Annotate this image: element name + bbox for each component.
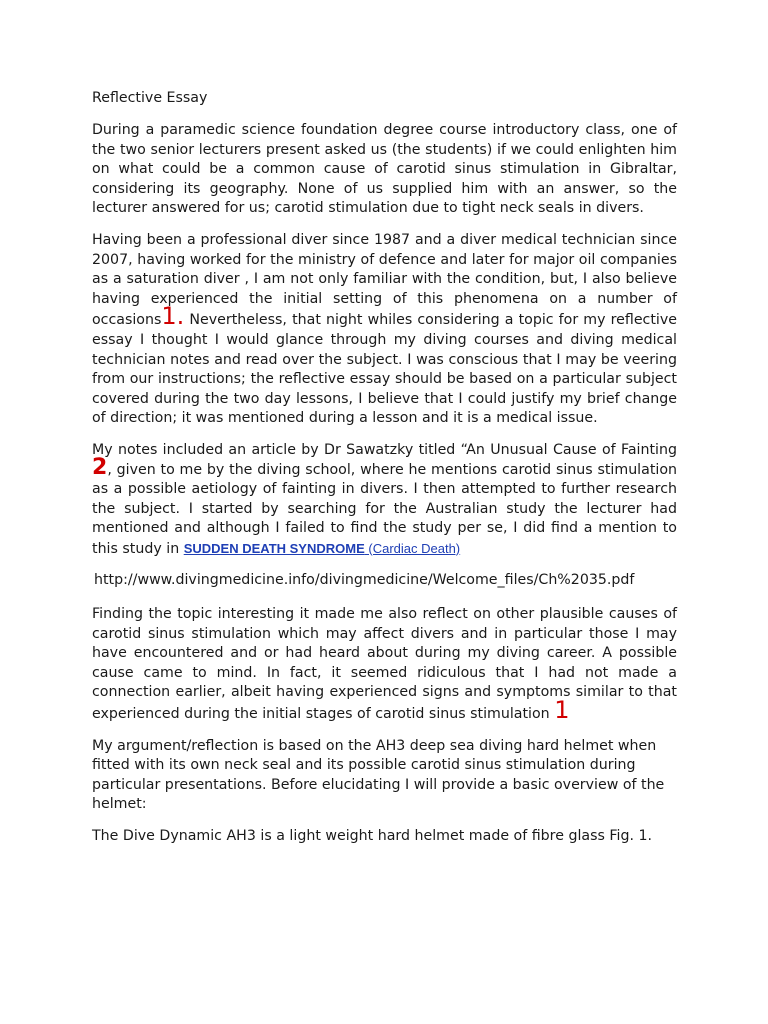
paragraph-4-text: Finding the topic interesting it made me also reflect on other plausible causes of carotid sinus stimulation which may affect divers and in particular those I may have encountered and or had heard about during my diving career. A possible cause came to mind. In fact, it seemed ridiculous that I had not made a connection earlier, albeit having experienced signs and symptoms similar to that experienced during the initial stages of carotid sinus stimulation [92,606,677,723]
reference-marker-2: 2 [92,454,108,480]
paragraph-5: My argument/reflection is based on the AH3 deep sea diving hard helmet when fitted with its own neck seal and its possible carotid sinus stimulation during particular presentations. Before elucidating I will provide a basic overview of the helmet: [92,737,665,813]
paragraph-3-text-b: , given to me by the diving school, where he mentions carotid sinus stimulation as a possible aetiology of fainting in divers. I then attempted to further research the subject. I started by searching for the Australian study the lecturer had mentioned and although I failed to find the study per se, I did find a mention to this study in [92,461,677,557]
paragraph-2-text-b: Nevertheless, that night whiles considering a topic for my reflective essay I thought I would glance through my diving courses and diving medical technician notes and read over the subject. I was conscious that I may be veering from our instructions; the reflective essay should be based on a particular subject covered during the two day lessons, I believe that I could justify my brief change of direction; it was mentioned during a lesson and it is a medical issue. [92,312,677,427]
paragraph-1: During a paramedic science foundation degree course introductory class, one of the two senior lecturers present asked us (the students) if we could enlighten him on what could be a common cause of carotid sinus stimulation in Gibraltar, considering its geography. None of us supplied him with an answer, so the lecturer answered for us; carotid stimulation due to tight neck seals in divers. [92,122,677,217]
essay-title: Reflective Essay [92,90,208,106]
paragraph-3-text-a: My notes included an article by Dr Sawatzky titled “An Unusual Cause of Fainting [92,441,677,458]
paragraph-2-text-a: Having been a professional diver since 1987 and a diver medical technician since 2007, having worked for the ministry of defence and later for major oil companies as a saturation diver , I am not only familiar with the condition, but, I also believe having experienced the initial setting of this phenomena on a number of occasions [92,231,677,329]
paragraph-6: The Dive Dynamic AH3 is a light weight hard helmet made of fibre glass Fig. 1. [92,828,653,844]
reference-marker-1b: 1 [554,696,570,725]
link-bold-text: SUDDEN DEATH SYNDROME [183,540,365,556]
paragraph-4 [92,605,677,725]
paragraph-3 [92,441,677,560]
reference-marker-1: 1. [161,302,185,331]
paragraph-2 [92,231,677,429]
link-rest-text: (Cardiac Death) [364,540,461,556]
source-url: http://www.divingmedicine.info/divingmedicine/Welcome_files/Ch%2035.pdf [94,572,635,589]
sudden-death-syndrome-link[interactable] [184,541,460,556]
